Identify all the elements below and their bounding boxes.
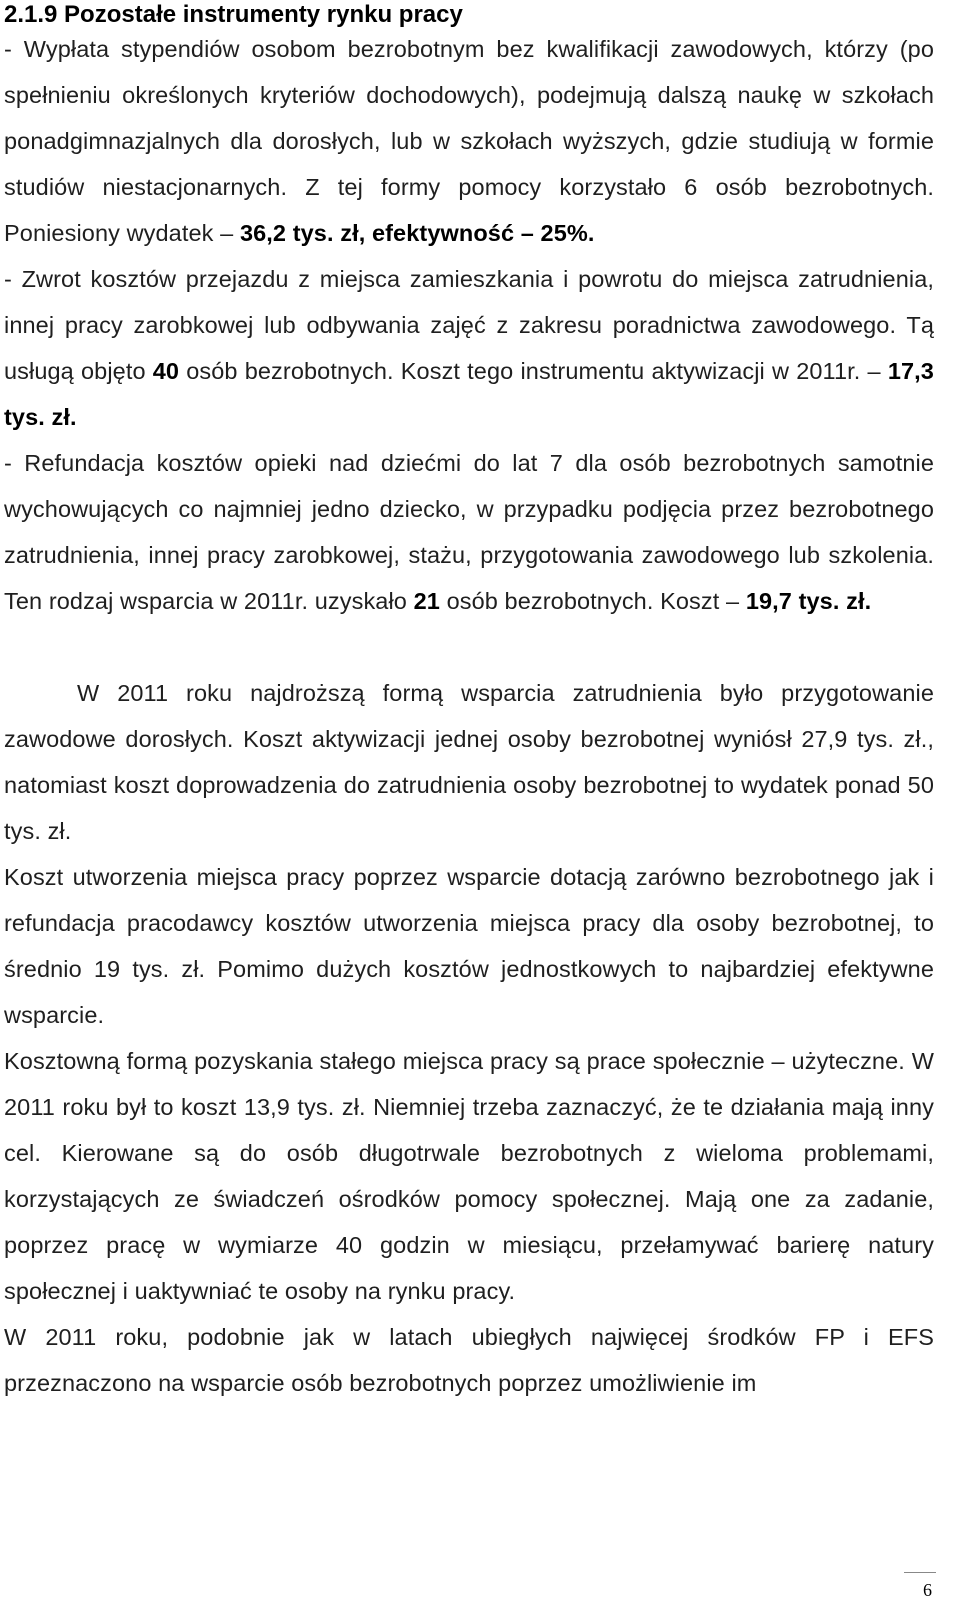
footer-rule [904,1572,936,1573]
page-number: 6 [923,1580,932,1600]
paragraph-refundacja: - Refundacja kosztów opieki nad dziećmi do lat 7 dla osób bezrobotnych samotnie wychowujących co najmniej jedno dziecko, w przypadku podjęcia przez bezrobotnego zatrudnienia, innej pracy zarobkowej, stażu, przygotowania zawodowego lub szkolenia. Ten rodzaj wsparcia w 2011r. uzyskało 21 osób bezrobotnych. Koszt – 19,7 tys. zł. [4,450,934,614]
document-page [4,0,934,1406]
cost-value: 19,7 tys. zł. [745,588,872,614]
paragraph-zwrot-kosztow: - Zwrot kosztów przejazdu z miejsca zamieszkania i powrotu do miejsca zatrudnienia, innej pracy zarobkowej lub odbywania zajęć z zakresu poradnictwa zawodowego. Tą usługą objęto 40 osób bezrobotnych. Koszt tego instrumentu aktywizacji w 2011r. – 17,3 tys. zł. [4,266,934,430]
cost-value: 17,3 tys. zł. [4,358,934,430]
paragraph-srodki-fp-efs: W 2011 roku, podobnie jak w latach ubiegłych najwięcej środków FP i EFS przeznaczono na wsparcie osób bezrobotnych poprzez umożliwienie im [4,1324,934,1396]
count-value: 21 [413,588,440,614]
paragraph-najdrozsza-forma: W 2011 roku najdroższą formą wsparcia zatrudnienia było przygotowanie zawodowe dorosłych. Koszt aktywizacji jednej osoby bezrobotnej wyniósł 27,9 tys. zł., natomiast koszt doprowadzenia do zatrudnienia osoby bezrobotnej to wydatek ponad 50 tys. zł. [4,680,934,844]
cost-value: 36,2 tys. zł, efektywność – 25%. [239,220,595,246]
count-value: 40 [152,358,180,384]
paragraph-koszt-utworzenia: Koszt utworzenia miejsca pracy poprzez wsparcie dotacją zarówno bezrobotnego jak i refundacja pracodawcy kosztów utworzenia miejsca pracy dla osoby bezrobotnej, to średnio 19 tys. zł. Pomimo dużych kosztów jednostkowych to najbardziej efektywne wsparcie. [4,864,934,1028]
section-heading: 2.1.9 Pozostałe instrumenty rynku pracy [4,1,463,28]
paragraph-stypendia: - Wypłata stypendiów osobom bezrobotnym bez kwalifikacji zawodowych, którzy (po spełnieniu określonych kryteriów dochodowych), podejmują dalszą naukę w szkołach ponadgimnazjalnych dla dorosłych, lub w szkołach wyższych, gdzie studiują w formie studiów niestacjonarnych. Z tej formy pomocy korzystało 6 osób bezrobotnych. Poniesiony wydatek – 36,2 tys. zł, efektywność – 25%. [4,36,934,246]
spacer [4,624,934,670]
paragraph-prace-spoleczne: Kosztowną formą pozyskania stałego miejsca pracy są prace społecznie – użyteczne. W 2011 roku był to koszt 13,9 tys. zł. Niemniej trzeba zaznaczyć, że te działania mają inny cel. Kierowane są do osób długotrwale bezrobotnych z wieloma problemami, korzystających ze świadczeń ośrodków pomocy społecznej. Mają one za zadanie, poprzez pracę w wymiarze 40 godzin w miesiącu, przełamywać barierę natury społecznej i uaktywniać te osoby na rynku pracy. [4,1048,934,1304]
